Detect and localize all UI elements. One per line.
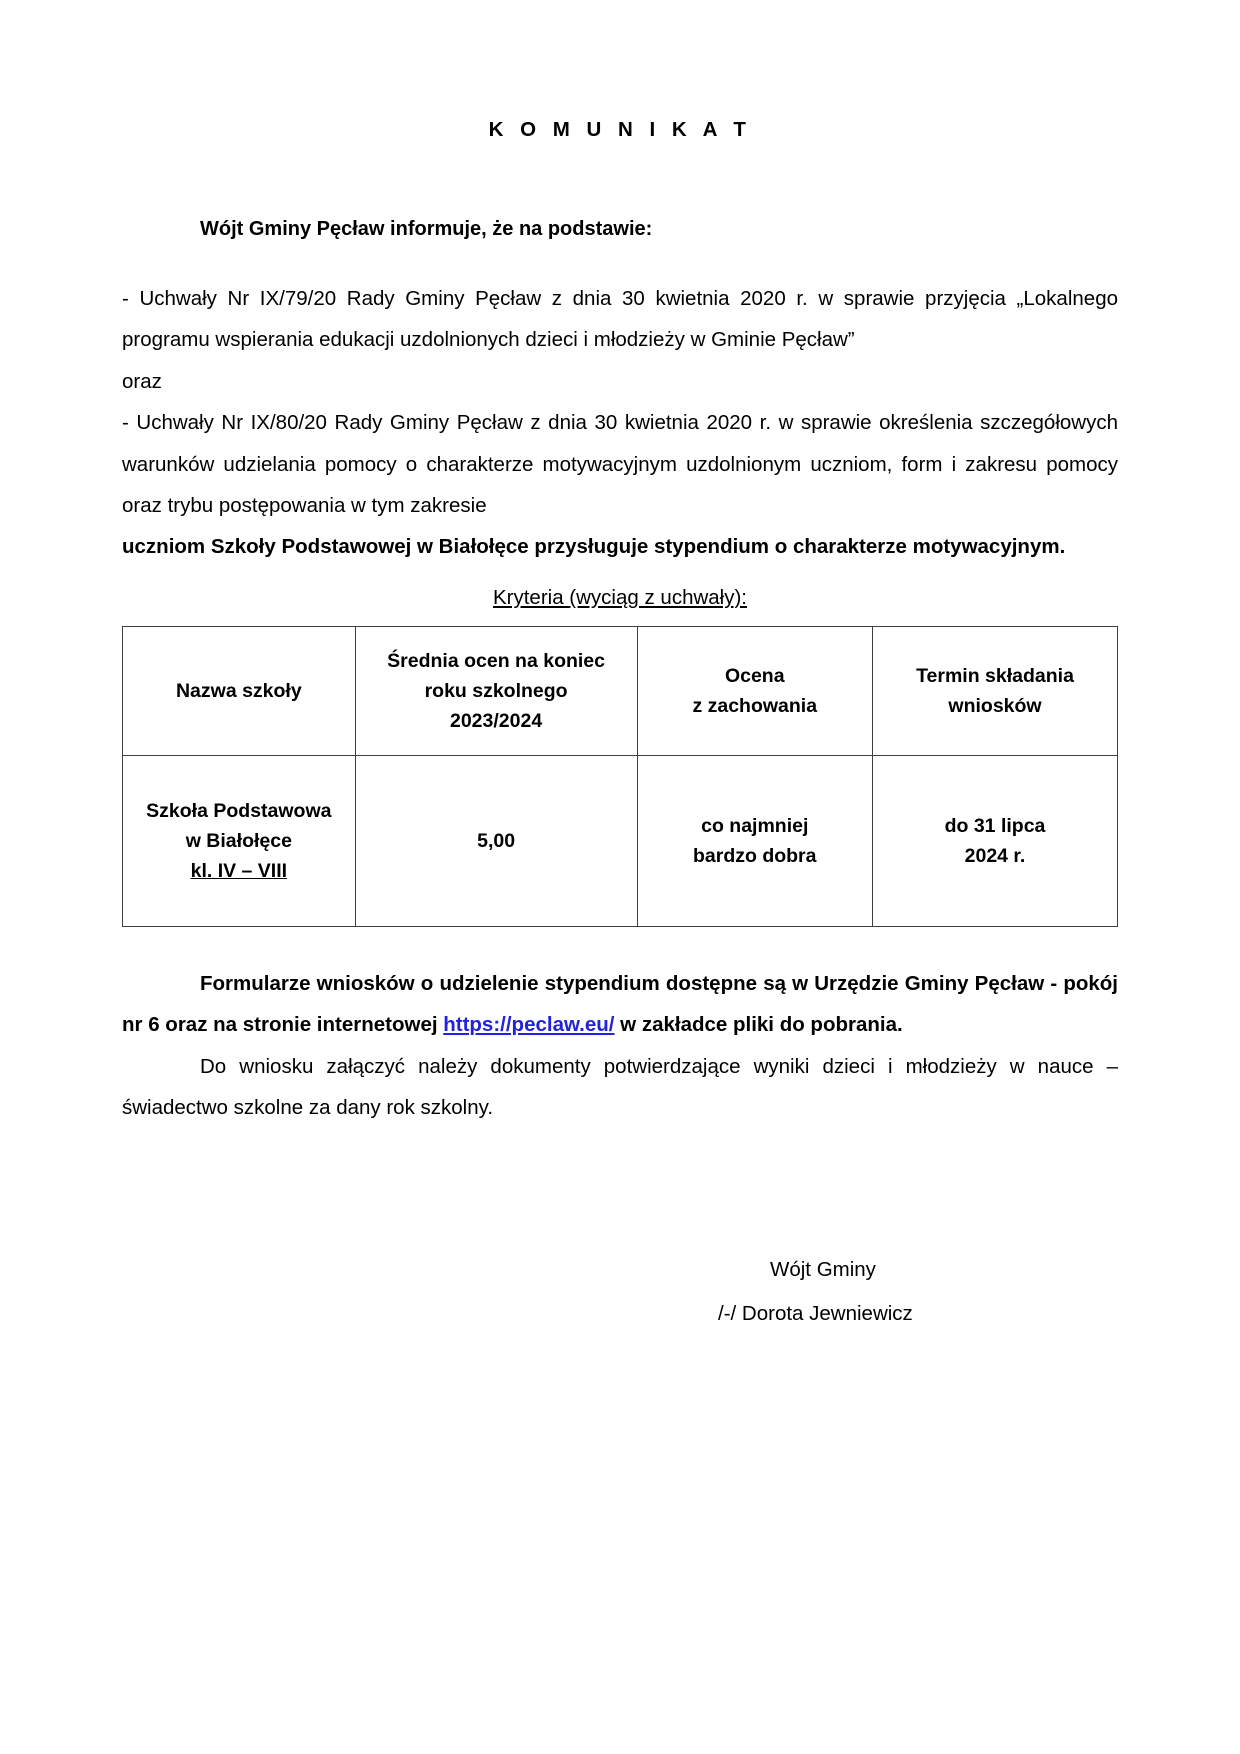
table-row	[123, 755, 1118, 926]
behaviour-line-1: co najmniej	[701, 814, 809, 837]
table-cell-deadline-value	[873, 755, 1118, 926]
signature-block	[122, 1248, 1118, 1334]
header-line: roku szkolnego	[424, 679, 568, 702]
header-line: Nazwa szkoły	[175, 679, 302, 702]
paragraph-formularze	[122, 963, 1118, 1046]
table-cell-behaviour-value	[637, 755, 873, 926]
table-header-cell-behaviour	[637, 626, 873, 755]
school-class-range: kl. IV – VIII	[190, 859, 288, 882]
table-cell-average-value: 5,00	[355, 755, 637, 926]
header-line: wniosków	[948, 694, 1042, 717]
signature-name: /-/ Dorota Jewniewicz	[718, 1301, 913, 1325]
paragraph-uchwala-79: - Uchwały Nr IX/79/20 Rady Gminy Pęcław z dnia 30 kwietnia 2020 r. w sprawie przyjęcia „Lokalnego programu wspierania edukacji uzdolnionych dzieci i młodzieży w Gminie Pęcław”	[122, 287, 1118, 352]
school-line-1: Szkoła Podstawowa	[146, 799, 332, 822]
criteria-heading-text: Kryteria (wyciąg z uchwały):	[492, 585, 748, 609]
deadline-line-2: 2024 r.	[964, 844, 1026, 867]
table-header-row	[123, 626, 1118, 755]
paragraph-connector-oraz: oraz	[122, 369, 162, 393]
lead-paragraph: Wójt Gminy Pęcław informuje, że na podstawie:	[200, 218, 653, 240]
signature-role: Wójt Gminy	[770, 1258, 876, 1282]
header-line: Średnia ocen na koniec	[387, 649, 605, 672]
formularze-text-before-link: Formularze wniosków o udzielenie stypendium dostępne są w Urzędzie Gminy Pęcław - pokój nr 6 oraz na stronie internetowej	[122, 971, 1118, 1037]
criteria-heading	[122, 586, 1118, 610]
table-header-cell-school	[123, 626, 356, 755]
formularze-text-after-link: w zakładce pliki do pobrania.	[614, 1013, 903, 1037]
behaviour-line-2: bardzo dobra	[692, 844, 817, 867]
deadline-line-1: do 31 lipca	[944, 814, 1046, 837]
table-header-cell-deadline	[873, 626, 1118, 755]
peclaw-website-link[interactable]: https://peclaw.eu/	[443, 1013, 615, 1037]
paragraph-uchwala-80: - Uchwały Nr IX/80/20 Rady Gminy Pęcław z dnia 30 kwietnia 2020 r. w sprawie określenia szczegółowych warunków udzielania pomocy o charakterze motywacyjnym uzdolnionym uczniom, form i zakresu pomocy oraz trybu postępowania w tym zakresie	[122, 411, 1118, 518]
page-title: K O M U N I K A T	[488, 118, 752, 141]
header-line: z zachowania	[692, 694, 818, 717]
header-line: Termin składania	[916, 664, 1074, 687]
header-line: Ocena	[724, 664, 785, 687]
paragraph-do-wniosku: Do wniosku załączyć należy dokumenty potwierdzające wyniki dzieci i młodzieży w nauce – świadectwo szkolne za dany rok szkolny.	[122, 1054, 1118, 1120]
criteria-table	[122, 626, 1118, 927]
paragraph-stypendium-bold: uczniom Szkoły Podstawowej w Białołęce przysługuje stypendium o charakterze motywacyjnym.	[122, 535, 1066, 559]
table-cell-school-name	[123, 755, 356, 926]
table-header-cell-average	[355, 626, 637, 755]
school-line-2: w Białołęce	[185, 829, 292, 852]
header-line: 2023/2024	[449, 709, 543, 732]
